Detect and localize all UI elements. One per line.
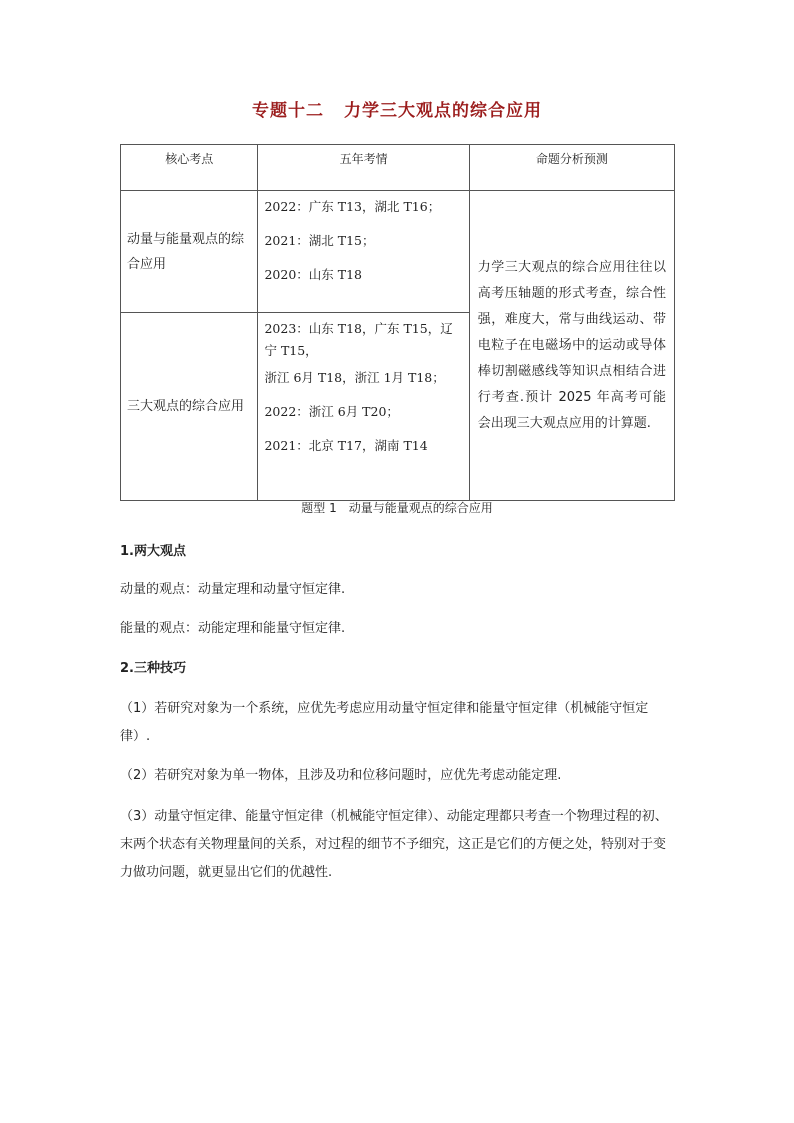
prediction-cell: 力学三大观点的综合应用往往以高考压轴题的形式考查，综合性强，难度大，常与曲线运动、带电粒子在电磁场中的运动或导体棒切割磁感线等知识点相结合进行考查.预计 2025 年高考可能会出现三大观点应用的计算题. <box>469 191 674 501</box>
table-row <box>121 191 675 313</box>
year-line: 2021：湖北 T15； <box>264 233 375 248</box>
year-line: 2020：山东 T18 <box>264 267 362 282</box>
topic-cell: 三大观点的综合应用 <box>121 313 258 501</box>
year-line: 2023：山东 T18，广东 T15，辽宁 T15， <box>264 321 453 358</box>
years-cell <box>258 191 469 313</box>
years-cell <box>258 313 469 501</box>
table-header-row <box>121 145 675 191</box>
exam-analysis-table <box>120 144 675 501</box>
table-caption <box>0 499 794 516</box>
year-line: 2022：浙江 6月 T20； <box>264 404 399 419</box>
momentum-viewpoint: 动量的观点：动量定理和动量守恒定律. <box>120 582 346 597</box>
page-title <box>0 96 794 121</box>
header-core-points: 核心考点 <box>121 145 258 191</box>
header-prediction: 命题分析预测 <box>469 145 674 191</box>
header-five-year: 五年考情 <box>258 145 469 191</box>
year-line: 浙江 6月 T18，浙江 1月 T18； <box>264 370 445 385</box>
technique-paragraph-1: （1）若研究对象为一个系统，应优先考虑应用动量守恒定律和能量守恒定律（机械能守恒定律）. <box>120 701 649 744</box>
title-topic-number: 专题十二 <box>252 101 324 121</box>
technique-paragraph-2: （2）若研究对象为单一物体，且涉及功和位移问题时，应优先考虑动能定理. <box>120 768 562 783</box>
technique-paragraph-3: （3）动量守恒定律、能量守恒定律（机械能守恒定律）、动能定理都只考查一个物理过程的初、末两个状态有关物理量间的关系，对过程的细节不予细究，这正是它们的方便之处，特别对于变力做功问题，就更显出它们的优越性. <box>120 809 668 880</box>
caption-title: 动量与能量观点的综合应用 <box>348 501 493 515</box>
caption-label: 题型 1 <box>301 501 337 515</box>
energy-viewpoint: 能量的观点：动能定理和能量守恒定律. <box>120 621 346 636</box>
title-topic-name: 力学三大观点的综合应用 <box>344 101 542 121</box>
section2-heading: 2.三种技巧 <box>120 661 186 676</box>
section1-heading: 1.两大观点 <box>120 544 186 559</box>
topic-cell: 动量与能量观点的综合应用 <box>121 191 258 313</box>
year-line: 2022：广东 T13，湖北 T16； <box>264 199 441 214</box>
year-line: 2021：北京 T17，湖南 T14 <box>264 438 428 453</box>
